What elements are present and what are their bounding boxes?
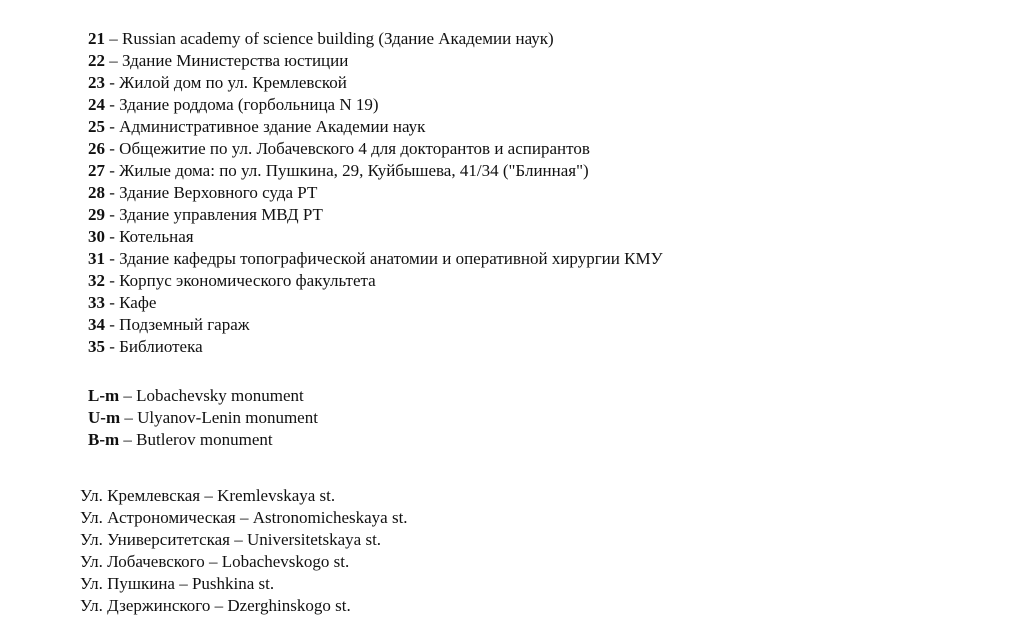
building-legend-item-separator: - [105, 205, 120, 224]
monument-legend-item [88, 407, 318, 429]
building-legend-item-text: Корпус экономического факультета [119, 271, 376, 290]
building-legend-item-number: 25 [88, 117, 105, 136]
building-legend-item-separator: - [105, 315, 120, 334]
building-legend-item-text: Общежитие по ул. Лобачевского 4 для докторантов и аспирантов [119, 139, 590, 158]
building-legend-item-separator: - [105, 249, 120, 268]
monument-legend-item-number: L-m [88, 386, 120, 405]
building-legend-item-text: Здание кафедры топографической анатомии и оперативной хирургии КМУ [119, 249, 663, 268]
building-legend-item-separator: - [105, 117, 120, 136]
building-legend-item-text: Здание Верховного суда РТ [119, 183, 318, 202]
building-legend-item-text: Кафе [119, 293, 157, 312]
monument-legend-item-separator: – [119, 386, 137, 405]
building-legend-item-separator: – [105, 29, 122, 48]
building-legend-item [88, 28, 663, 50]
monument-legend-item [88, 385, 318, 407]
building-legend-item-text: Библиотека [119, 337, 203, 356]
building-legend-item-number: 34 [88, 315, 105, 334]
building-legend-item-separator: - [105, 337, 120, 356]
building-legend-item [88, 292, 663, 314]
building-legend-item [88, 226, 663, 248]
streets-legend-list [80, 485, 408, 617]
monument-legend-item-number: B-m [88, 430, 120, 449]
building-legend-item-separator: - [105, 73, 120, 92]
building-legend-item-separator: - [105, 271, 120, 290]
building-legend-item-number: 31 [88, 249, 105, 268]
building-legend-item-text: Административное здание Академии наук [119, 117, 426, 136]
building-legend-item-number: 32 [88, 271, 105, 290]
building-legend-item-number: 30 [88, 227, 105, 246]
building-legend-item-separator: - [105, 227, 120, 246]
monument-legend-item-separator: – [120, 408, 138, 427]
building-legend-item-text: Здание роддома (горбольница N 19) [119, 95, 379, 114]
building-legend-item-separator: - [105, 293, 120, 312]
street-name-item: Ул. Лобачевского – Lobachevskogo st. [80, 552, 350, 571]
building-legend-item [88, 314, 663, 336]
street-name-item: Ул. Кремлевская – Kremlevskaya st. [80, 486, 336, 505]
building-legend-item-number: 21 [88, 29, 105, 48]
monument-legend-item-text: Lobachevsky monument [136, 386, 304, 405]
monument-legend-item [88, 429, 318, 451]
building-legend-item-text: Russian academy of science building (Здание Академии наук) [122, 29, 554, 48]
building-legend-item-number: 26 [88, 139, 105, 158]
building-legend-item-separator: - [105, 139, 120, 158]
building-legend-item-text: Жилой дом по ул. Кремлевской [119, 73, 347, 92]
building-legend-item [88, 248, 663, 270]
building-legend-item-separator: - [105, 183, 120, 202]
monuments-legend-list [88, 385, 318, 451]
building-legend-item-separator: - [105, 161, 120, 180]
building-legend-item-number: 29 [88, 205, 105, 224]
street-name-item: Ул. Астрономическая – Astronomicheskaya st. [80, 508, 408, 527]
building-legend-item-text: Здание Министерства юстиции [122, 51, 349, 70]
building-legend-item [88, 72, 663, 94]
building-legend-item [88, 94, 663, 116]
street-name-item: Ул. Дзержинского – Dzerghinskogo st. [80, 596, 351, 615]
building-legend-item-number: 33 [88, 293, 105, 312]
building-legend-item-number: 24 [88, 95, 105, 114]
building-legend-item-separator: - [105, 95, 120, 114]
building-legend-item-text: Котельная [119, 227, 194, 246]
building-legend-item-number: 35 [88, 337, 105, 356]
monument-legend-item-text: Ulyanov-Lenin monument [137, 408, 318, 427]
building-legend-item [88, 160, 663, 182]
building-legend-item [88, 204, 663, 226]
monument-legend-item-separator: – [119, 430, 137, 449]
buildings-legend-list [88, 28, 663, 358]
building-legend-item [88, 182, 663, 204]
building-legend-item [88, 336, 663, 358]
building-legend-item-number: 27 [88, 161, 105, 180]
monument-legend-item-number: U-m [88, 408, 121, 427]
building-legend-item-separator: – [105, 51, 122, 70]
building-legend-item [88, 50, 663, 72]
building-legend-item-text: Подземный гараж [119, 315, 250, 334]
building-legend-item-number: 22 [88, 51, 105, 70]
building-legend-item-text: Жилые дома: по ул. Пушкина, 29, Куйбышева, 41/34 ("Блинная") [119, 161, 589, 180]
street-name-item: Ул. Пушкина – Pushkina st. [80, 574, 275, 593]
building-legend-item-text: Здание управления МВД РТ [119, 205, 323, 224]
building-legend-item [88, 138, 663, 160]
monument-legend-item-text: Butlerov monument [136, 430, 273, 449]
building-legend-item-number: 23 [88, 73, 105, 92]
building-legend-item-number: 28 [88, 183, 105, 202]
street-name-item: Ул. Университетская – Universitetskaya st. [80, 530, 382, 549]
building-legend-item [88, 270, 663, 292]
building-legend-item [88, 116, 663, 138]
